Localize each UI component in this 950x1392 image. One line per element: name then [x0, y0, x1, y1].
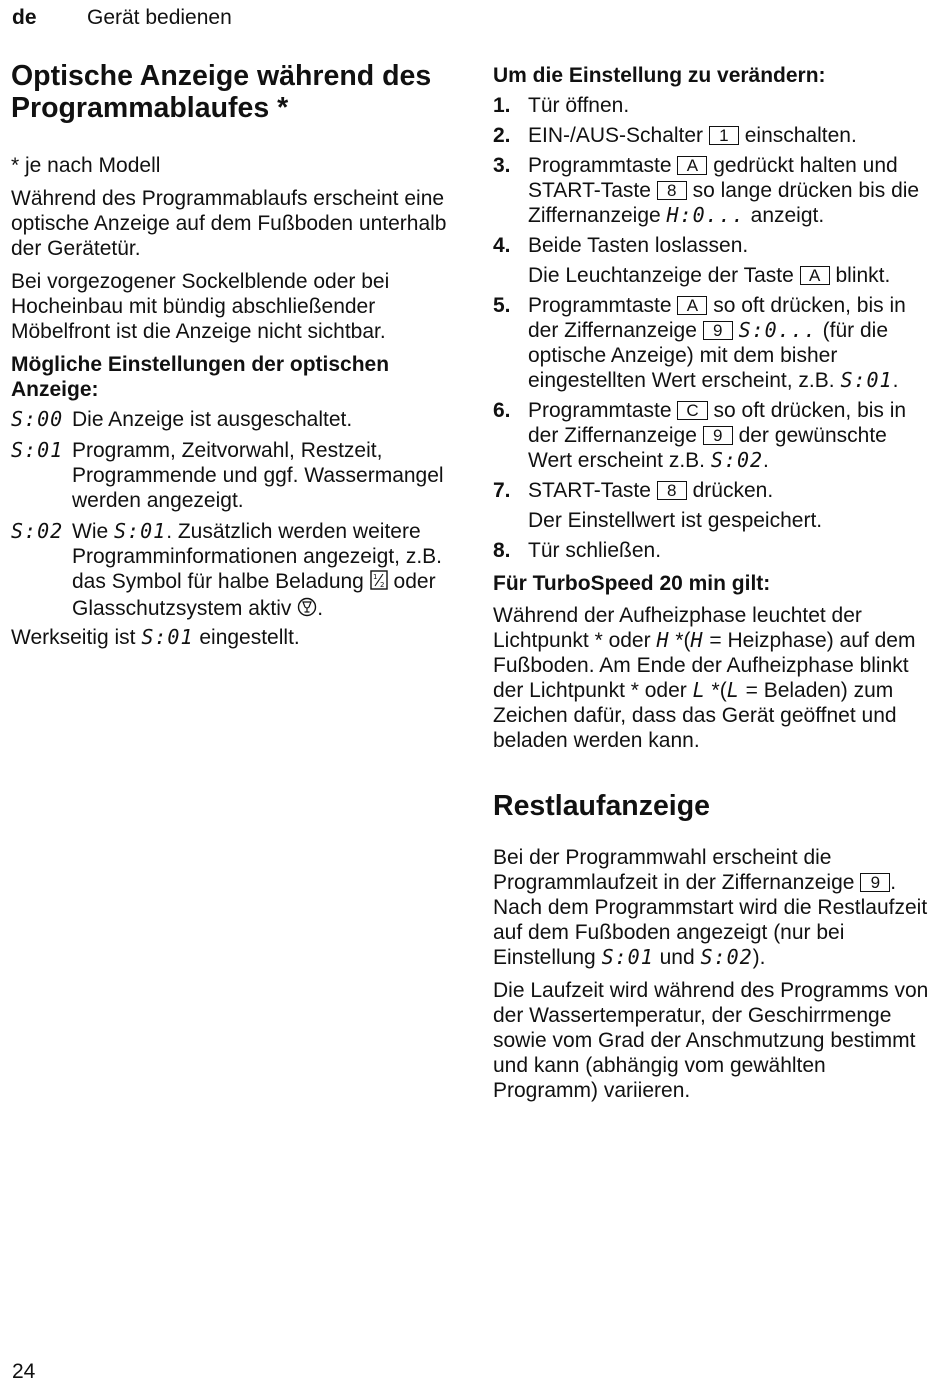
step-text: drücken.: [692, 479, 774, 502]
lcd-code: S:01: [141, 625, 194, 649]
key-label: A: [677, 296, 707, 315]
lcd-code: S:02: [11, 519, 64, 543]
step-text: START-Taste: [528, 479, 651, 502]
step-text: blinkt.: [835, 264, 891, 287]
step-text: gedrückt halten und START-Taste: [528, 154, 898, 202]
turbo-heading: Für TurboSpeed 20 min gilt:: [493, 572, 771, 595]
step-text: so oft drücken, bis in der Ziffernanzeige: [528, 294, 906, 342]
step-number: 1.: [493, 94, 511, 117]
turbo-text: = Beladen) zum Zeichen dafür, dass das Gerät geöffnet und beladen werden kann.: [493, 679, 897, 752]
step-1: [493, 93, 933, 118]
step-number: 4.: [493, 234, 511, 257]
lcd-code: H: [690, 628, 704, 652]
key-label: 9: [703, 426, 733, 445]
page-header: [12, 6, 232, 30]
lcd-code: H: [656, 628, 670, 652]
paragraph-visibility: Bei vorgezogener Sockelblende oder bei Hocheinbau mit bündig abschließender Möbelfront ist die Anzeige nicht sichtbar.: [11, 270, 390, 343]
step-text: Programmtaste: [528, 399, 672, 422]
step-number: 5.: [493, 294, 511, 317]
lcd-code: S:02: [700, 945, 753, 969]
svg-text:2: 2: [379, 581, 385, 589]
rest-text: Bei der Programmwahl erscheint die Programmlaufzeit in der Ziffernanzeige: [493, 846, 855, 894]
step-text: der gewünschte Wert erscheint z.B.: [528, 424, 887, 472]
turbo-text: = Heizphase) auf dem Fußboden. Am Ende der Aufheizphase blinkt der Lichtpunkt * oder: [493, 629, 916, 702]
lcd-code: S:02: [710, 448, 764, 472]
settings-heading: Mögliche Einstellungen der optischen Anzeige:: [11, 353, 390, 401]
key-label: 9: [703, 321, 733, 340]
model-note: * je nach Modell: [11, 154, 161, 177]
half-load-icon: [370, 570, 388, 596]
step-number: 8.: [493, 539, 511, 562]
step-text: .: [763, 449, 769, 472]
step-4: [493, 233, 933, 288]
step-text: (für die optische Anzeige) mit dem bisher eingestellten Wert erscheint, z.B.: [528, 319, 889, 392]
lcd-code: S:0...: [738, 318, 817, 342]
step-text: EIN-/AUS-Schalter: [528, 124, 704, 147]
setting-text-end: .: [317, 597, 324, 620]
factory-text-pre: Werkseitig ist: [11, 626, 136, 649]
language-code: de: [12, 6, 37, 29]
step-number: 6.: [493, 399, 511, 422]
step-text: anzeigt.: [750, 204, 825, 227]
setting-s01: [11, 438, 456, 513]
lcd-code-ref: S:01: [114, 519, 167, 543]
step-2: [493, 123, 933, 148]
factory-text-post: eingestellt.: [199, 626, 300, 649]
turbo-text: *(: [711, 679, 727, 702]
step-5: [493, 293, 933, 393]
paragraph-display: Während des Programmablaufs erscheint eine optische Anzeige auf dem Fußboden unterhalb der Gerätetür.: [11, 187, 447, 260]
page-number: 24: [12, 1360, 36, 1383]
step-text: so lange drücken bis die Ziffernanzeige: [528, 179, 920, 227]
turbo-text: Während der Aufheizphase leuchtet der Lichtpunkt * oder: [493, 604, 862, 652]
lcd-code: S:01: [11, 438, 64, 462]
section-heading: Optische Anzeige während des Programmablaufes *: [11, 60, 432, 124]
factory-setting: [11, 625, 456, 650]
step-text: Beide Tasten loslassen.: [528, 234, 749, 257]
setting-s00: [11, 407, 456, 432]
turbo-text: *(: [675, 629, 691, 652]
key-label: A: [677, 156, 707, 175]
rest-heading: Restlaufanzeige: [493, 790, 710, 822]
setting-text-post: . Zusätzlich werden weitere Programminformationen angezeigt, z.B. das Symbol für halbe Beladung: [72, 520, 443, 593]
setting-s02: [11, 519, 456, 623]
turbo-paragraph: [493, 603, 933, 753]
key-label: 8: [657, 181, 687, 200]
key-label: 8: [657, 481, 687, 500]
step-text: so oft drücken, bis in der Ziffernanzeige: [528, 399, 907, 447]
step-text: Tür schließen.: [528, 539, 662, 562]
left-column: [11, 60, 456, 650]
step-7: [493, 478, 933, 533]
rest-paragraph-2: Die Laufzeit wird während des Programms von der Wassertemperatur, der Geschirrmenge sowie vom Grad der Anschmutzung bestimmt und kann (abhängig vom gewählten Programm) variieren.: [493, 979, 929, 1102]
lcd-code: L: [726, 678, 740, 702]
setting-text-post2: oder Glasschutzsystem aktiv: [72, 570, 436, 620]
step-text: einschalten.: [744, 124, 857, 147]
step-number: 7.: [493, 479, 511, 502]
step-6: [493, 398, 933, 473]
step-text: Programmtaste: [528, 154, 672, 177]
rest-text: ).: [752, 946, 766, 969]
section-title: Gerät bedienen: [87, 6, 232, 29]
step-subtext: Der Einstellwert ist gespeichert.: [528, 509, 823, 532]
step-3: [493, 153, 933, 228]
lcd-code: L: [692, 678, 706, 702]
glass-protection-icon: [297, 597, 317, 623]
key-label: A: [800, 266, 830, 285]
lcd-code: H:0...: [666, 203, 745, 227]
step-text: Tür öffnen.: [528, 94, 630, 117]
step-number: 3.: [493, 154, 511, 177]
rest-paragraph-1: [493, 845, 933, 970]
setting-text-pre: Wie: [72, 520, 109, 543]
step-subtext: [528, 263, 933, 288]
rest-text: und: [659, 946, 695, 969]
right-column: [493, 63, 933, 1103]
rest-text: . Nach dem Programmstart wird die Restlaufzeit auf dem Fußboden angezeigt (nur bei Einstellung: [493, 871, 928, 969]
step-number: 2.: [493, 124, 511, 147]
lcd-code: S:01: [601, 945, 654, 969]
step-text: Programmtaste: [528, 294, 672, 317]
lcd-code: S:01: [840, 368, 893, 392]
setting-text: Die Anzeige ist ausgeschaltet.: [72, 408, 353, 431]
key-label: C: [677, 401, 707, 420]
step-text: Die Leuchtanzeige der Taste: [528, 264, 794, 287]
step-text: .: [892, 369, 899, 392]
lcd-code: S:00: [11, 407, 64, 431]
svg-text:1: 1: [372, 573, 378, 581]
change-heading: Um die Einstellung zu verändern:: [493, 64, 826, 87]
key-label: 1: [709, 126, 739, 145]
setting-text: Programm, Zeitvorwahl, Restzeit, Programmende und ggf. Wassermangel werden angezeigt.: [72, 439, 444, 512]
step-8: [493, 538, 933, 563]
key-label: 9: [860, 873, 890, 892]
